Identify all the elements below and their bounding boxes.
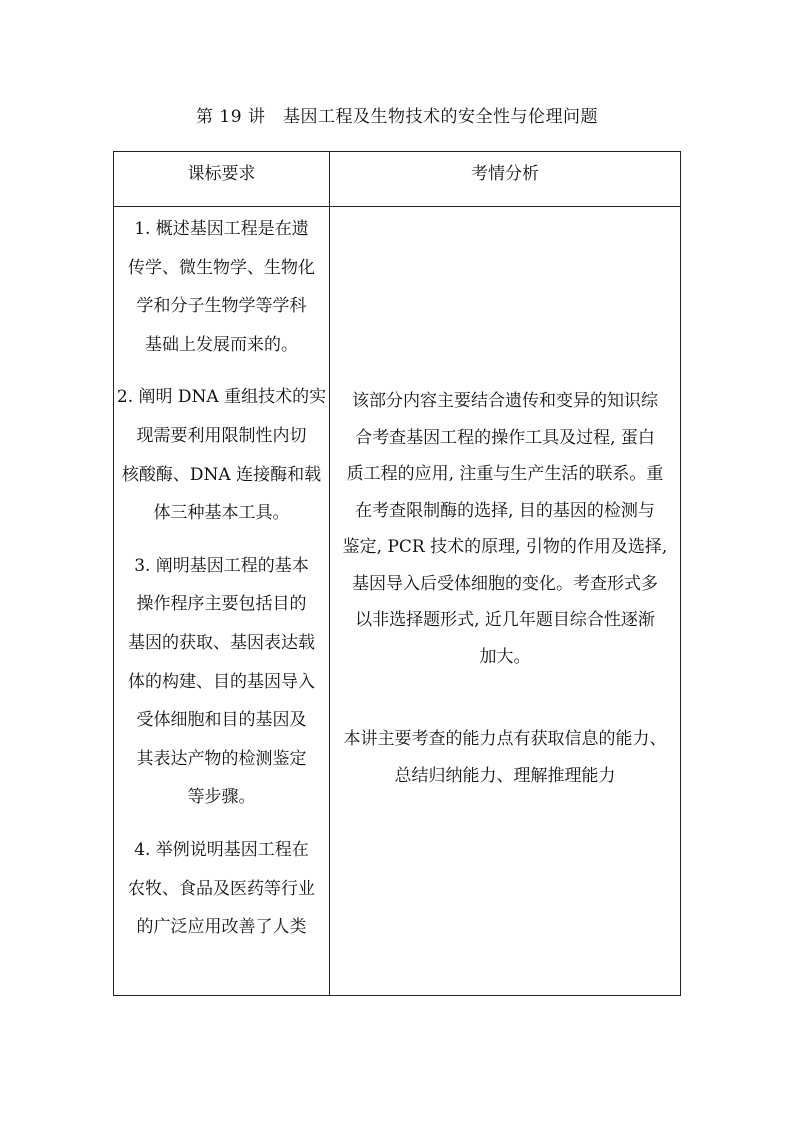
analysis-line: 在考查限制酶的选择, 目的基因的检测与 — [355, 500, 655, 521]
analysis-line: 鉴定, PCR 技术的原理, 引物的作用及选择, — [342, 537, 668, 557]
requirement-item-1 — [114, 210, 329, 364]
header-exam-analysis: 考情分析 — [471, 164, 539, 184]
analysis-line: 基因导入后受体细胞的变化。考查形式多 — [352, 573, 658, 594]
requirement-line: 基础上发展而来的。 — [145, 334, 298, 355]
analysis-paragraph-1 — [330, 383, 680, 675]
analysis-paragraph-2 — [330, 721, 680, 794]
analysis-line: 本讲主要考查的能力点有获取信息的能力、 — [343, 729, 667, 749]
requirement-line: 体的构建、目的基因导入 — [128, 671, 315, 692]
requirement-line: 传学、微生物学、生物化 — [128, 257, 315, 278]
requirement-line: 2. 阐明 DNA 重组技术的实 — [116, 387, 327, 408]
requirement-line: 体三种基本工具。 — [153, 503, 290, 524]
analysis-column — [330, 207, 680, 995]
analysis-line: 合考查基因工程的操作工具及过程, 蛋白 — [355, 427, 655, 448]
requirement-item-3 — [114, 547, 329, 817]
analysis-line: 该部分内容主要结合遗传和变异的知识综 — [352, 391, 658, 411]
requirement-item-2 — [114, 378, 329, 532]
requirement-line: 核酸酶、DNA 连接酶和载 — [121, 464, 322, 485]
requirement-line: 农牧、食品及医药等行业 — [128, 878, 315, 899]
requirement-line: 学和分子生物学等学科 — [136, 296, 307, 317]
requirements-analysis-table — [113, 151, 681, 996]
requirement-line: 其表达产物的检测鉴定 — [136, 748, 307, 769]
analysis-line: 总结归纳能力、理解推理能力 — [394, 765, 616, 786]
analysis-line: 加大。 — [479, 646, 531, 667]
requirement-line: 基因的获取、基因表达载 — [128, 632, 315, 653]
requirement-item-4 — [114, 831, 329, 947]
analysis-line: 以非选择题形式, 近几年题目综合性逐渐 — [355, 610, 655, 630]
requirement-line: 3. 阐明基因工程的基本 — [134, 555, 309, 576]
requirement-line: 4. 举例说明基因工程在 — [134, 839, 309, 860]
page-title: 第 19 讲 基因工程及生物技术的安全性与伦理问题 — [196, 107, 598, 127]
requirement-line: 现需要利用限制性内切 — [136, 425, 307, 446]
requirement-line: 受体细胞和目的基因及 — [136, 710, 307, 731]
header-curriculum-requirements: 课标要求 — [187, 164, 256, 184]
requirement-line: 操作程序主要包括目的 — [136, 594, 307, 615]
requirement-line: 的广泛应用改善了人类 — [136, 917, 307, 938]
analysis-line: 质工程的应用, 注重与生产生活的联系。重 — [346, 464, 664, 484]
requirement-line: 1. 概述基因工程是在遗 — [134, 219, 309, 239]
requirement-line: 等步骤。 — [187, 787, 256, 808]
requirements-column — [114, 207, 329, 995]
